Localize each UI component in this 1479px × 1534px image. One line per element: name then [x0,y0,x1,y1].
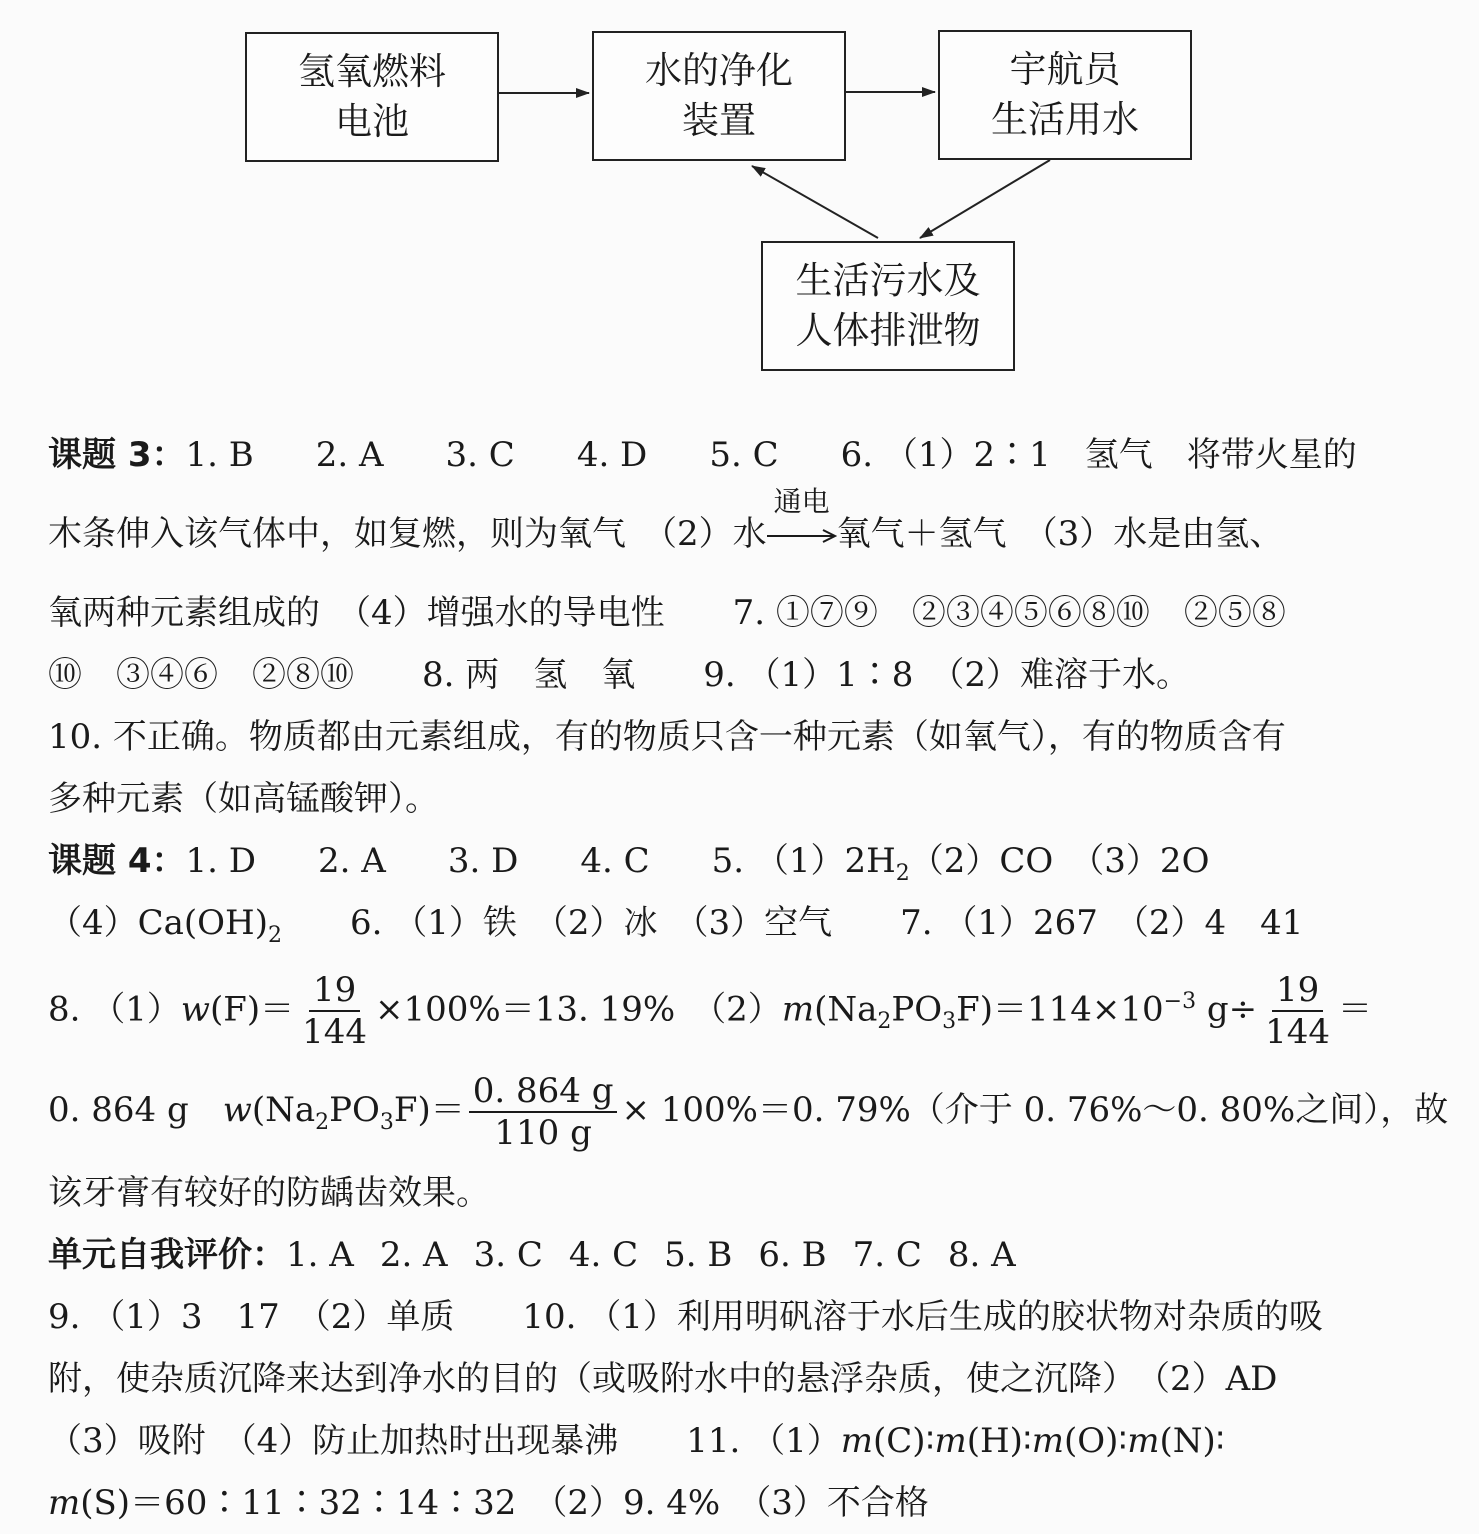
arrow-waste-to-purifier [752,166,878,238]
line-9 [48,954,1443,1053]
node-fuel-cell-line2: 电池 [335,100,409,143]
answer-item: 1. A [286,1235,354,1275]
math-var: m [48,1483,81,1523]
subscript: 3 [942,1009,957,1035]
math-var: m [934,1421,967,1461]
line-13: 9. （1）3 17 （2）单质 10. （1）利用明矾溶于水后生成的胶状物对杂质的吸 [48,1297,1323,1337]
section-label-4: 课题 4： [48,841,186,881]
right-arrow-icon [767,527,837,545]
arrow-astronaut-to-waste [920,160,1050,238]
answer-text-run: (S)＝60∶11∶32∶14∶32 （2）9. 4% （3）不合格 [80,1483,929,1523]
answer-item: 2. A [318,841,386,881]
line-1 [48,424,1443,486]
answer-text [48,424,1449,1534]
answer-text-run: 0. 864 g [48,1090,223,1130]
answer-text-run: F)＝114×10 [956,989,1164,1030]
subscript: 2 [877,1009,892,1035]
answer-text-run: （3）吸附 （4）防止加热时出现暴沸 11. （1） [48,1421,841,1461]
answer-text-run: 木条伸入该气体中，如复燃，则为氧气 （2）水 [48,514,767,554]
line-10 [48,1062,1449,1158]
answer-text-run: × 100%＝0. 79%（介于 0. 76%～0. 80%之间），故 [621,1090,1449,1130]
line-6: 多种元素（如高锰酸钾）。 [48,779,439,819]
answer-text-run: PO [891,989,943,1030]
fraction-denominator: 144 [1265,1012,1331,1053]
subscript: 2 [315,1109,330,1135]
answer-text-run: (F)＝ [210,989,295,1030]
subscript: 2 [895,860,910,886]
answer-text-run: 8. （1） [48,989,181,1030]
answer-item: 4. C [580,841,650,881]
line-14: 附，使杂质沉降来达到净水的目的（或吸附水中的悬浮杂质，使之沉降） （2）AD [48,1359,1278,1399]
fraction-numerator: 19 [309,970,360,1012]
line-7 [48,830,1443,892]
node-waste-line2: 人体排泄物 [795,309,981,352]
fraction-denominator: 144 [302,1012,368,1053]
answer-item: 3. C [445,435,515,475]
math-var: m [840,1421,874,1461]
answer-text-run: （2）CO （3）2O [909,841,1210,881]
answer-text-run: g÷ [1196,989,1258,1030]
line-15 [48,1410,1443,1472]
math-var: w [180,989,210,1030]
line-5: 10. 不正确。物质都由元素组成，有的物质只含一种元素（如氧气），有的物质含有 [48,717,1286,757]
fraction [298,970,371,1052]
diagram-arrows [0,0,1479,400]
math-var: m [781,989,815,1030]
line-11: 该牙膏有较好的防龋齿效果。 [48,1173,490,1213]
line-8 [48,892,1443,954]
fraction-numerator: 0. 864 g [469,1071,618,1113]
answer-item: 1. D [185,841,257,881]
node-waste-line1: 生活污水及 [795,259,981,302]
answer-item: 3. C [473,1235,543,1275]
answer-item: 5. B [664,1235,733,1275]
answer-text-run: 6. （1）2∶1 氢气 将带火星的 [840,435,1357,475]
answer-text-run: 5. （1）2H [711,841,896,881]
fraction-numerator: 19 [1272,970,1323,1012]
math-var: m [1031,1421,1064,1461]
line-16 [48,1472,1443,1534]
fraction [469,1071,618,1153]
answer-item: 8. A [947,1235,1016,1275]
superscript: −3 [1163,989,1197,1014]
line-12 [48,1224,1443,1286]
answer-text-run: ＝ [1338,989,1373,1030]
answer-text-run: 6. （1）铁 （2）冰 （3）空气 7. （1）267 （2）4 41 [281,903,1304,943]
fraction-denominator: 110 g [494,1113,592,1153]
reaction-arrow [767,485,837,551]
answer-text-run: ×100%＝13. 19% （2） [375,989,782,1030]
answer-text-run: (C)∶ [873,1421,935,1461]
answer-item: 1. B [185,435,254,475]
line-2 [48,486,1443,582]
node-fuel-cell-line1: 氢氧燃料 [298,50,446,93]
answer-text-run: (Na [251,1090,316,1130]
subscript: 2 [267,922,282,948]
section-label-3: 课题 3： [48,435,186,475]
answer-text-run: (H)∶ [966,1421,1032,1461]
answer-text-run: (O)∶ [1063,1421,1128,1461]
answer-text-run: F)＝ [393,1090,465,1130]
answer-text-run: （4）Ca(OH) [48,903,268,943]
reaction-condition: 通电 [773,485,830,518]
subscript: 3 [379,1109,394,1135]
answer-item: 5. C [709,435,779,475]
answer-item: 2. A [379,1235,448,1275]
line-3: 氧两种元素组成的 （4）增强水的导电性 7. ①⑦⑨ ②③④⑤⑥⑧⑩ ②⑤⑧ [48,593,1286,633]
math-var: m [1127,1421,1160,1461]
node-astronaut-line2: 生活用水 [991,98,1139,141]
answer-text-run: (N)∶ [1159,1421,1225,1461]
node-astronaut-line1: 宇航员 [1009,48,1121,91]
answer-text-run: 氧气＋氢气 （3）水是由氢、 [836,514,1284,554]
answer-item: 4. D [576,435,648,475]
line-4: ⑩ ③④⑥ ②⑧⑩ 8. 两 氢 氧 9. （1）1∶8 （2）难溶于水。 [48,655,1191,695]
answer-item: 7. C [852,1235,922,1275]
answer-text-run: (Na [814,989,878,1030]
answer-item: 4. C [568,1235,639,1275]
fraction [1261,970,1334,1052]
answer-item: 3. D [447,841,519,881]
math-var: w [222,1090,252,1130]
answer-item: 6. B [758,1235,827,1275]
section-label-unit: 单元自我评价： [48,1235,286,1275]
node-purifier-line2: 装置 [682,99,756,142]
answer-text-run: PO [329,1090,380,1130]
node-purifier-line1: 水的净化 [645,49,793,92]
answer-item: 2. A [315,435,384,475]
